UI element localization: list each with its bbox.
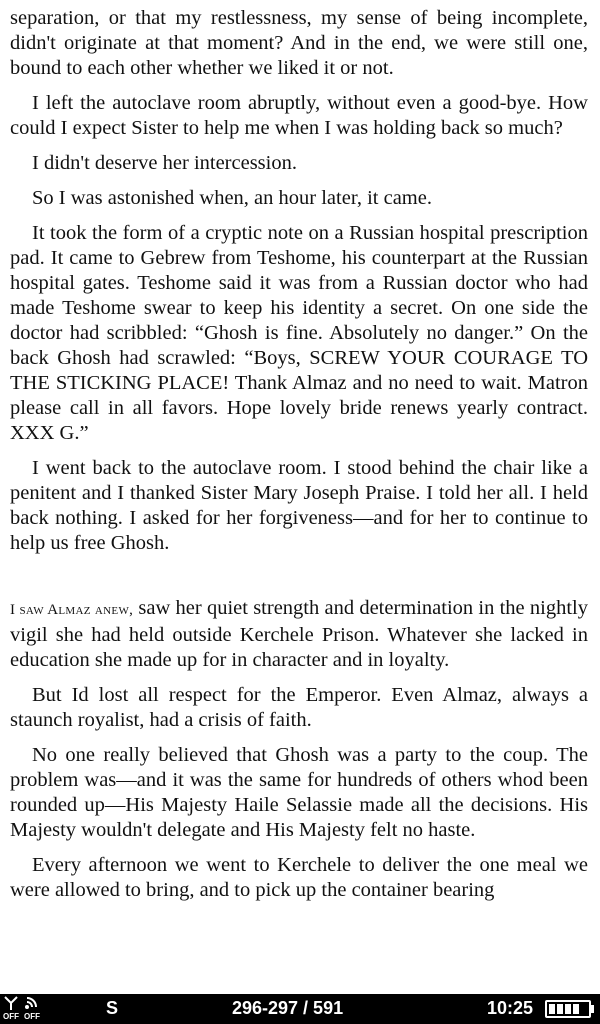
paragraph: I left the autoclave room abruptly, without even a good-bye. How could I expect Sister to help me when I was holding back so much?: [10, 92, 588, 139]
paragraph: So I was astonished when, an hour later, it came.: [32, 187, 432, 209]
battery-cell: [557, 1004, 563, 1014]
wireless-icon: [24, 996, 40, 1010]
clock: 10:25: [487, 998, 534, 1018]
paragraph: I went back to the autoclave room. I stood behind the chair like a penitent and I thanked Sister Mary Joseph Praise. I told her all. I held back nothing. I asked for her forgiveness—and for her to continue to help us free Ghosh.: [10, 457, 588, 554]
battery-cell: [573, 1004, 579, 1014]
paragraph: It took the form of a cryptic note on a Russian hospital prescription pad. It came to Gebrew from Teshome, his counterpart at the Russian hospital gates. Teshome said it was from a Russian doctor who had made Teshome swear to keep his identity a secret. On one side the doctor had scribbled: “Ghosh is fine. Absolutely no danger.” On the back Ghosh had scrawled: “Boys, SCREW YOUR COURAGE TO THE STICKING PLACE! Thank Almaz and no need to wait. Matron please call in all favors. Hope lovely bride renews yearly contract. XXX G.”: [10, 222, 588, 444]
status-bar: [0, 994, 600, 1024]
section-start-paragraph: [10, 596, 588, 673]
bluetooth-status: OFF: [24, 1012, 40, 1021]
paragraph: separation, or that my restlessness, my sense of being incomplete, didn't originate at that moment? And in the end, we were still one, bound to each other whether we liked it or not.: [10, 7, 588, 79]
antenna-icon: [4, 996, 18, 1010]
mode-indicator: S: [106, 998, 119, 1018]
paragraph-text: saw her quiet strength and determination in the nightly vigil she had held outside Kerchele Prison. Whatever she lacked in education she made up for in character and in loyalty.: [10, 597, 588, 671]
paragraph: No one really believed that Ghosh was a party to the coup. The problem was—and it was the same for hundreds of others whod been rounded up—His Majesty Haile Selassie made all the decisions. His Majesty wouldn't delegate and His Majesty felt no haste.: [10, 744, 588, 841]
wireless-status: OFF: [3, 1012, 19, 1021]
battery-cell: [549, 1004, 555, 1014]
paragraph: I didn't deserve her intercession.: [32, 152, 297, 174]
page-indicator: 296-297 / 591: [232, 998, 344, 1018]
paragraph: Every afternoon we went to Kerchele to deliver the one meal we were allowed to bring, and to pick up the container bearing: [10, 854, 588, 901]
connectivity-indicators: [3, 996, 45, 1022]
battery-icon: [545, 1000, 595, 1018]
section-lead-in: I saw Almaz anew,: [10, 602, 134, 618]
paragraph: But Id lost all respect for the Emperor. Even Almaz, always a staunch royalist, had a crisis of faith.: [10, 684, 588, 731]
battery-cell: [565, 1004, 571, 1014]
